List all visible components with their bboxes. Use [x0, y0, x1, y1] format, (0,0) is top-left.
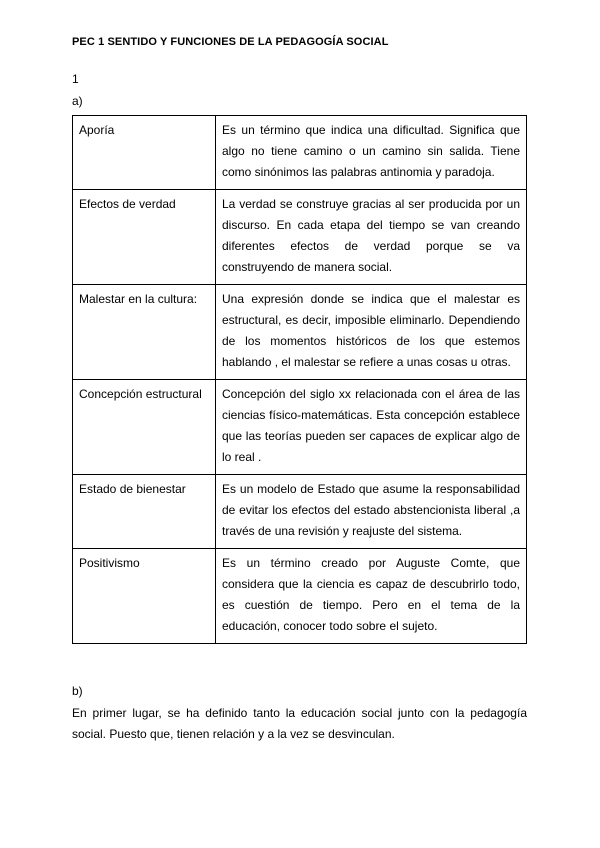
definition-cell: Concepción del siglo xx relacionada con el área de las ciencias físico-matemáticas. Esta concepción establece que las teorías pueden ser capaces de explicar algo de lo real . — [216, 380, 527, 475]
definition-cell: Es un término que indica una dificultad. Significa que algo no tiene camino o un camino sin salida. Tiene como sinónimos las palabras antinomia y paradoja. — [216, 116, 527, 190]
definition-cell: Es un modelo de Estado que asume la responsabilidad de evitar los efectos del estado abstencionista liberal ,a través de una revisión y reajuste del sistema. — [216, 475, 527, 549]
term-cell: Positivismo — [73, 549, 216, 644]
term-cell: Estado de bienestar — [73, 475, 216, 549]
document-title: PEC 1 SENTIDO Y FUNCIONES DE LA PEDAGOGÍA SOCIAL — [72, 36, 389, 48]
table-row — [73, 285, 527, 380]
term-cell: Efectos de verdad — [73, 190, 216, 285]
table-row — [73, 190, 527, 285]
table-row — [73, 549, 527, 644]
table-row — [73, 475, 527, 549]
definition-cell: Una expresión donde se indica que el malestar es estructural, es decir, imposible eliminarlo. Dependiendo de los momentos históricos de los que estemos hablando , el malestar se refiere a unas cosas u otras. — [216, 285, 527, 380]
term-cell: Malestar en la cultura: — [73, 285, 216, 380]
table-row — [73, 116, 527, 190]
term-cell: Concepción estructural — [73, 380, 216, 475]
term-cell: Aporía — [73, 116, 216, 190]
part-a-label: a) — [72, 94, 83, 108]
definition-cell: La verdad se construye gracias al ser producida por un discurso. En cada etapa del tiempo se van creando diferentes efectos de verdad porque se va construyendo de manera social. — [216, 190, 527, 285]
table-row — [73, 380, 527, 475]
question-number: 1 — [72, 72, 79, 86]
part-b-label: b) — [72, 684, 83, 698]
part-b-paragraph: En primer lugar, se ha definido tanto la educación social junto con la pedagogía social. Puesto que, tienen relación y a la vez se desvinculan. — [72, 706, 527, 741]
definition-cell: Es un término creado por Auguste Comte, que considera que la ciencia es capaz de descubrirlo todo, es cuestión de tiempo. Pero en el tema de la educación, conocer todo sobre el sujeto. — [216, 549, 527, 644]
definitions-table — [72, 115, 527, 644]
